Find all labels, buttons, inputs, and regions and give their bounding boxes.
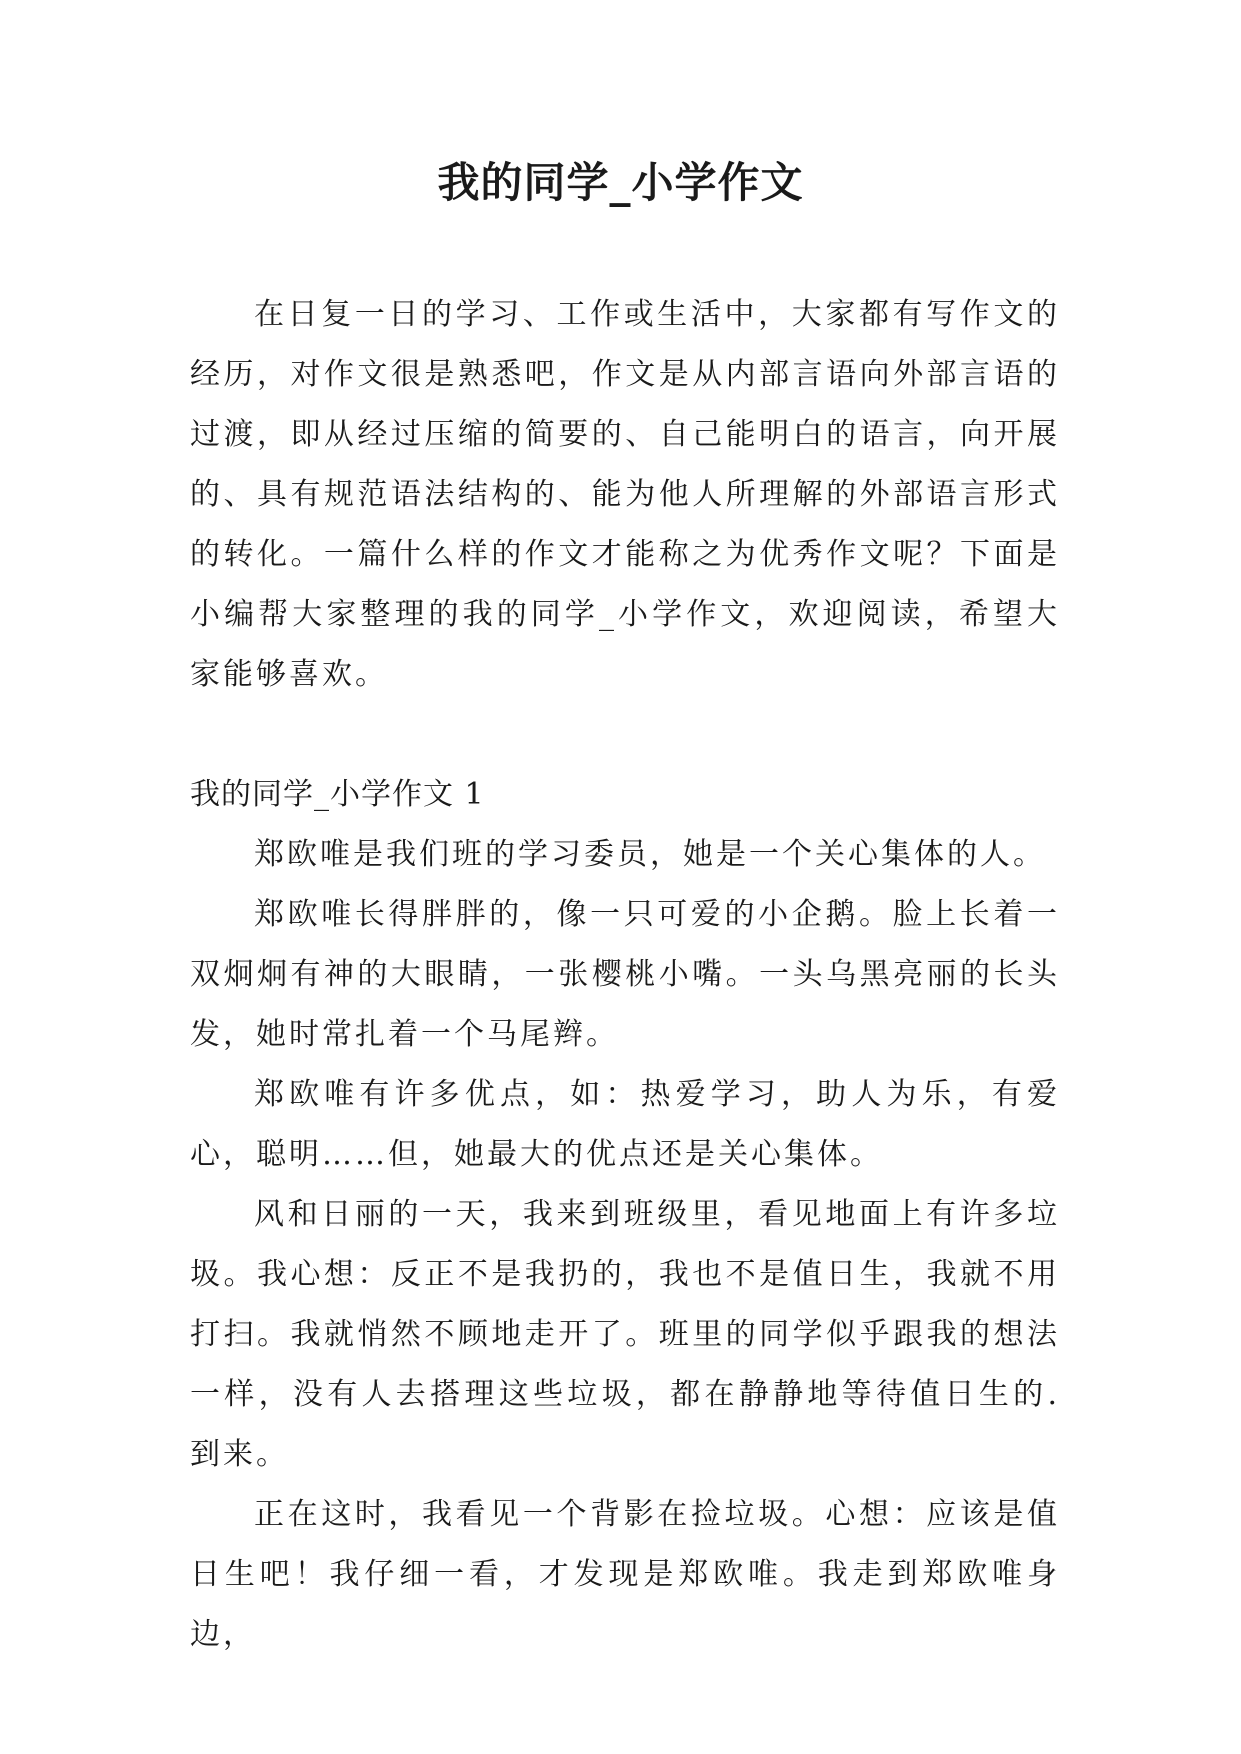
body-paragraph-1: 郑欧唯是我们班的学习委员，她是一个关心集体的人。	[254, 837, 1046, 872]
document-title: 我的同学_小学作文	[437, 158, 804, 207]
body-paragraph-5: 正在这时，我看见一个背影在捡垃圾。心想：应该是值日生吧！我仔细一看，才发现是郑欧唯。我走到郑欧唯身边，	[190, 1497, 1060, 1652]
body-paragraph-2: 郑欧唯长得胖胖的，像一只可爱的小企鹅。脸上长着一双炯炯有神的大眼睛，一张樱桃小嘴。一头乌黑亮丽的长头发，她时常扎着一个马尾辫。	[190, 897, 1060, 1052]
body-paragraph-4: 风和日丽的一天，我来到班级里，看见地面上有许多垃圾。我心想：反正不是我扔的，我也不是值日生，我就不用打扫。我就悄然不顾地走开了。班里的同学似乎跟我的想法一样，没有人去搭理这些垃圾，都在静静地等待值日生的.到来。	[190, 1197, 1060, 1472]
body-paragraph-3: 郑欧唯有许多优点，如：热爱学习，助人为乐，有爱心，聪明……但，她最大的优点还是关心集体。	[190, 1077, 1060, 1172]
document-body	[190, 285, 1060, 1665]
intro-paragraph: 在日复一日的学习、工作或生活中，大家都有写作文的经历，对作文很是熟悉吧，作文是从内部言语向外部言语的过渡，即从经过压缩的简要的、自己能明白的语言，向开展的、具有规范语法结构的、能为他人所理解的外部语言形式的转化。一篇什么样的作文才能称之为优秀作文呢？下面是小编帮大家整理的我的同学_小学作文，欢迎阅读，希望大家能够喜欢。	[190, 297, 1060, 692]
section-heading: 我的同学_小学作文 1	[190, 777, 485, 812]
